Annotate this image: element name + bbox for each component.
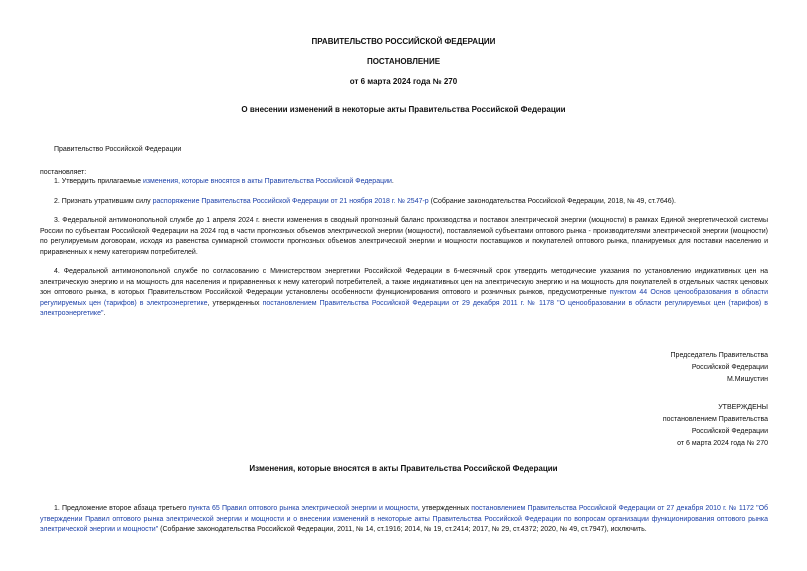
approval-line-4: от 6 марта 2024 года № 270 — [677, 440, 768, 447]
annex-item-1-suffix: (Собрание законодательства Российской Федерации, 2011, № 14, ст.1916; 2014, № 19, ст.2414; 2017, № 29, ст.4372; 2020, № 49, ст.7947), исключить. — [158, 526, 647, 533]
item-1-prefix: 1. Утвердить прилагаемые — [54, 178, 143, 185]
document-title: О внесении изменений в некоторые акты Правительства Российской Федерации — [241, 105, 566, 114]
approval-line-2: постановлением Правительства — [662, 416, 768, 423]
annex-item-1 — [40, 504, 768, 536]
item-4 — [40, 267, 768, 320]
approval-block — [663, 402, 768, 450]
item-1 — [40, 177, 768, 188]
item-4-mid: , утвержденных — [207, 299, 263, 307]
decides-line: постановляет: — [40, 169, 87, 176]
item-1-link-changes[interactable]: изменения, которые вносятся в акты Правительства Российской Федерации — [142, 178, 392, 185]
item-3: 3. Федеральной антимонопольной службе до 1 апреля 2024 г. внести изменения в сводный прогнозный баланс производства и поставок электрической энергии (мощности) в рамках Единой энергетической системы России по субъектам Российской Федерации на 2024 год в части прогнозных объемов электрической энергии (мощности), поставляемой субъектами оптового рынка - производителями электрической энергии (мощности) по регулируемым договорам, исходя из равенства суммарной стоимости прогнозных объемов электрической энергии и мощности поставщиков и покупателей оптового рынка, планируемых для поставки населению и приравненных к нему категориям потребителей. — [40, 217, 768, 256]
item-4-prefix: 4. Федеральной антимонопольной службе по согласованию с Министерством энергетики Российской Федерации в 6-месячный срок утвердить методические указания по установлению индикативных цен на электрическую энергию и на мощность для населения и приравненных к нему категорий потребителей, а также индикативных цен на электрическую энергию и на мощность для покупателей в отдельных частях ценовых зон оптового рынка, в которых Правительством Российской Федерации установлены особенности функционирования оптового и розничных рынков, предусмотренные — [40, 268, 768, 296]
item-2 — [40, 197, 768, 208]
annex-title: Изменения, которые вносятся в акты Правительства Российской Федерации — [249, 464, 558, 473]
issuer-line: Правительство Российской Федерации — [54, 146, 182, 153]
document-type-heading: ПОСТАНОВЛЕНИЕ — [366, 57, 441, 66]
item-2-link-order[interactable]: распоряжение Правительства Российской Федерации от 21 ноября 2018 г. № 2547-р — [152, 198, 429, 205]
approval-line-3: Российской Федерации — [691, 428, 768, 435]
signature-position-line-2: Российской Федерации — [691, 364, 768, 371]
item-2-prefix: 2. Признать утратившим силу — [54, 198, 153, 205]
item-1-suffix: . — [391, 178, 394, 185]
approval-line-1: УТВЕРЖДЕНЫ — [718, 404, 768, 411]
annex-item-1-link-resolution-1172[interactable]: постановлением Правительства Российской Федерации от 27 декабря 2010 г. № 1172 "Об утверждении Правил оптового рынка электрической энергии и мощности и о внесении изменений в некоторые акты Правительства Российской Федерации по вопросам организации функционирования оптового рынка электрической энергии и мощности" — [40, 505, 769, 533]
item-4-link-resolution-1178[interactable]: постановлением Правительства Российской Федерации от 29 декабря 2011 г. № 1178 "О ценообразовании в области регулируемых цен (тарифов) в электроэнергетике" — [40, 299, 768, 317]
annex-item-1-mid: , утвержденных — [417, 505, 472, 512]
government-heading: ПРАВИТЕЛЬСТВО РОССИЙСКОЙ ФЕДЕРАЦИИ — [311, 37, 496, 46]
annex-item-1-prefix: 1. Предложение второе абзаца третьего — [54, 505, 189, 512]
date-number-heading: от 6 марта 2024 года № 270 — [349, 77, 458, 86]
signature-block — [671, 350, 768, 386]
annex-item-1-link-rules-point-65[interactable]: пункта 65 Правил оптового рынка электрической энергии и мощности — [188, 505, 418, 512]
item-2-suffix: (Собрание законодательства Российской Федерации, 2018, № 49, ст.7646). — [428, 198, 676, 205]
signature-position-line-1: Председатель Правительства — [670, 352, 768, 359]
signature-name: М.Мишустин — [726, 376, 768, 383]
item-4-link-pricing-basics[interactable]: пунктом 44 Основ ценообразования в области регулируемых цен (тарифов) в электроэнергетике — [40, 289, 768, 307]
item-4-suffix: . — [103, 310, 106, 317]
